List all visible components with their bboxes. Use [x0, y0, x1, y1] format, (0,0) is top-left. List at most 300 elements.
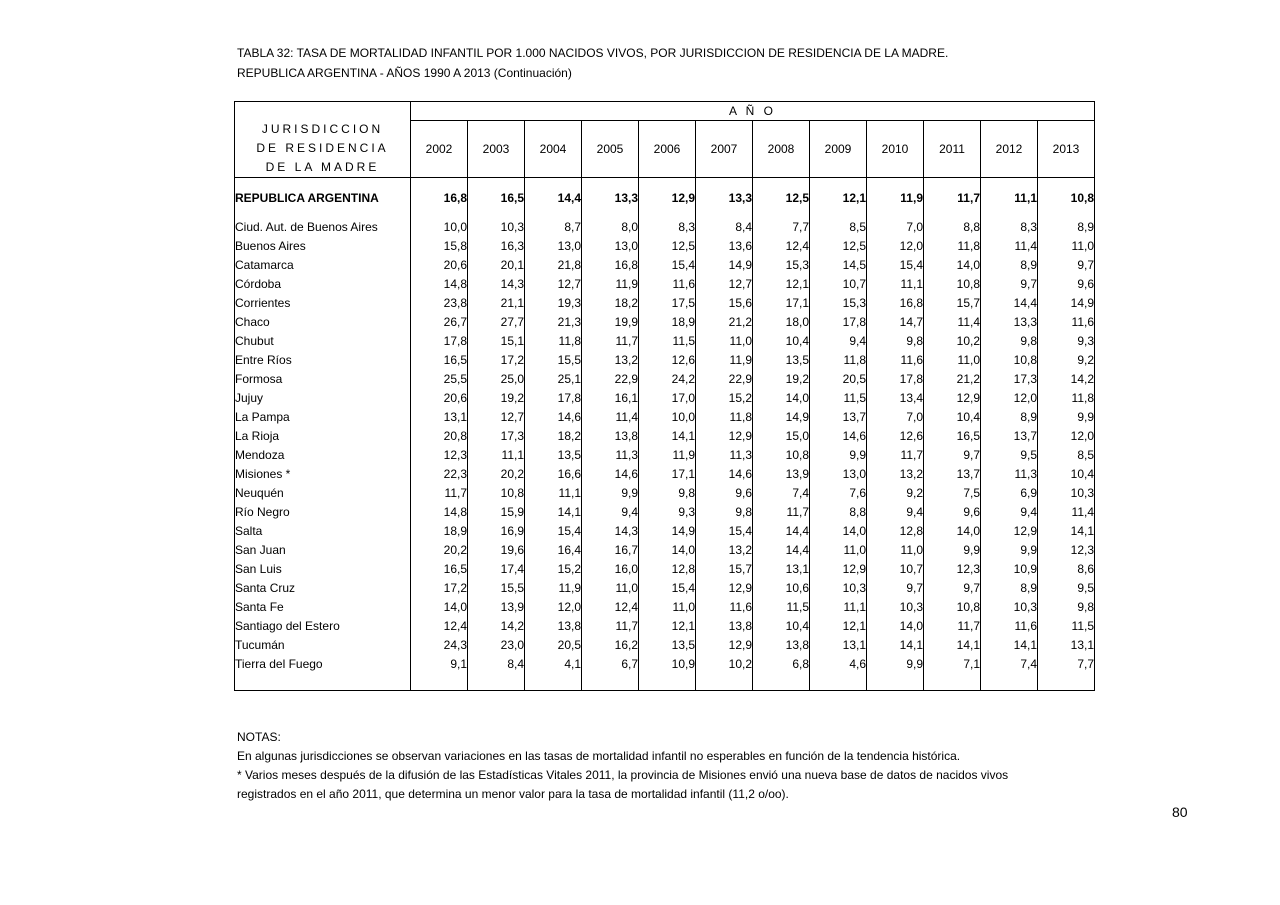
- rate-cell: 9,6: [924, 502, 981, 521]
- rate-cell: 6,7: [582, 654, 639, 673]
- rate-cell: 14,4: [981, 293, 1038, 312]
- rate-cell: 14,9: [1038, 293, 1095, 312]
- rate-cell: 16,8: [411, 188, 468, 207]
- rate-cell: 8,7: [525, 217, 582, 236]
- rate-cell: 9,2: [1038, 350, 1095, 369]
- rate-cell: 11,5: [810, 388, 867, 407]
- rate-cell: 25,0: [468, 369, 525, 388]
- jurisdiction-name: Salta: [235, 521, 411, 540]
- table-row: [235, 407, 1095, 426]
- rate-cell: 12,8: [639, 559, 696, 578]
- rate-cell: 12,4: [753, 236, 810, 255]
- rate-cell: 9,5: [981, 445, 1038, 464]
- rate-cell: 11,9: [867, 188, 924, 207]
- spacer-cell: [810, 178, 867, 189]
- rate-cell: 14,4: [753, 540, 810, 559]
- jurisdiction-header: [235, 102, 411, 178]
- spacer-cell: [924, 673, 981, 691]
- rate-cell: 9,9: [867, 654, 924, 673]
- rate-cell: 10,4: [1038, 464, 1095, 483]
- table-row: [235, 597, 1095, 616]
- rate-cell: 11,3: [582, 445, 639, 464]
- rate-cell: 13,8: [525, 616, 582, 635]
- rate-cell: 12,7: [696, 274, 753, 293]
- rate-cell: 13,2: [867, 464, 924, 483]
- rate-cell: 17,1: [639, 464, 696, 483]
- rate-cell: 10,8: [924, 274, 981, 293]
- rate-cell: 11,1: [810, 597, 867, 616]
- rate-cell: 11,6: [981, 616, 1038, 635]
- year-header-2013: 2013: [1038, 121, 1095, 178]
- rate-cell: 8,4: [468, 654, 525, 673]
- jurisdiction-name: Chubut: [235, 331, 411, 350]
- rate-cell: 13,9: [753, 464, 810, 483]
- rate-cell: 10,3: [468, 217, 525, 236]
- rate-cell: 15,4: [639, 578, 696, 597]
- rate-cell: 17,1: [753, 293, 810, 312]
- rate-cell: 14,0: [639, 540, 696, 559]
- rate-cell: 9,4: [867, 502, 924, 521]
- rate-cell: 11,5: [1038, 616, 1095, 635]
- spacer-cell: [582, 207, 639, 217]
- spacer-cell: [753, 207, 810, 217]
- spacer-cell: [468, 673, 525, 691]
- rate-cell: 25,5: [411, 369, 468, 388]
- rate-cell: 11,1: [867, 274, 924, 293]
- rate-cell: 9,2: [867, 483, 924, 502]
- rate-cell: 21,3: [525, 312, 582, 331]
- rate-cell: 14,6: [582, 464, 639, 483]
- spacer-cell: [696, 207, 753, 217]
- rate-cell: 9,4: [582, 502, 639, 521]
- rate-cell: 10,8: [981, 350, 1038, 369]
- rate-cell: 19,9: [582, 312, 639, 331]
- rate-cell: 12,4: [582, 597, 639, 616]
- rate-cell: 16,9: [468, 521, 525, 540]
- rate-cell: 21,1: [468, 293, 525, 312]
- rate-cell: 10,3: [810, 578, 867, 597]
- rate-cell: 12,9: [981, 521, 1038, 540]
- rate-cell: 16,8: [867, 293, 924, 312]
- rate-cell: 9,4: [981, 502, 1038, 521]
- spacer-cell: [1038, 178, 1095, 189]
- page-number: 80: [1172, 804, 1188, 820]
- rate-cell: 16,6: [525, 464, 582, 483]
- rate-cell: 12,8: [867, 521, 924, 540]
- rate-cell: 10,3: [981, 597, 1038, 616]
- rate-cell: 14,4: [753, 521, 810, 540]
- rate-cell: 16,5: [468, 188, 525, 207]
- rate-cell: 19,3: [525, 293, 582, 312]
- rate-cell: 20,5: [525, 635, 582, 654]
- rate-cell: 12,9: [924, 388, 981, 407]
- rate-cell: 16,0: [582, 559, 639, 578]
- jurisdiction-header-line-1: JURISDICCION: [261, 122, 384, 136]
- rate-cell: 12,4: [411, 616, 468, 635]
- rate-cell: 8,5: [1038, 445, 1095, 464]
- rate-cell: 11,1: [981, 188, 1038, 207]
- rate-cell: 9,9: [1038, 407, 1095, 426]
- jurisdiction-name: Chaco: [235, 312, 411, 331]
- year-header-2005: 2005: [582, 121, 639, 178]
- rate-cell: 16,7: [582, 540, 639, 559]
- rate-cell: 20,2: [468, 464, 525, 483]
- rate-cell: 22,9: [582, 369, 639, 388]
- jurisdiction-name: REPUBLICA ARGENTINA: [235, 188, 411, 207]
- rate-cell: 7,6: [810, 483, 867, 502]
- rate-cell: 11,6: [867, 350, 924, 369]
- rate-cell: 10,2: [924, 331, 981, 350]
- rate-cell: 10,7: [867, 559, 924, 578]
- rate-cell: 12,1: [753, 274, 810, 293]
- rate-cell: 11,4: [1038, 502, 1095, 521]
- table-row: [235, 331, 1095, 350]
- rate-cell: 22,3: [411, 464, 468, 483]
- jurisdiction-name: Santa Cruz: [235, 578, 411, 597]
- rate-cell: 17,2: [411, 578, 468, 597]
- rate-cell: 12,9: [696, 578, 753, 597]
- rate-cell: 14,8: [411, 502, 468, 521]
- rate-cell: 4,6: [810, 654, 867, 673]
- rate-cell: 14,9: [696, 255, 753, 274]
- jurisdiction-name: Formosa: [235, 369, 411, 388]
- rate-cell: 13,8: [753, 635, 810, 654]
- rate-cell: 13,6: [696, 236, 753, 255]
- rate-cell: 15,4: [696, 521, 753, 540]
- rate-cell: 20,6: [411, 255, 468, 274]
- rate-cell: 11,8: [525, 331, 582, 350]
- rate-cell: 14,0: [753, 388, 810, 407]
- spacer-cell: [525, 673, 582, 691]
- rate-cell: 11,1: [525, 483, 582, 502]
- rate-cell: 9,7: [981, 274, 1038, 293]
- rate-cell: 12,9: [696, 426, 753, 445]
- rate-cell: 9,9: [981, 540, 1038, 559]
- rate-cell: 14,3: [582, 521, 639, 540]
- table-row: [235, 369, 1095, 388]
- rate-cell: 20,6: [411, 388, 468, 407]
- jurisdiction-name: Córdoba: [235, 274, 411, 293]
- note-line: registrados en el año 2011, que determina un menor valor para la tasa de mortalidad infantil (11,2 o/oo).: [237, 787, 789, 801]
- rate-cell: 12,5: [753, 188, 810, 207]
- jurisdiction-name: Santa Fe: [235, 597, 411, 616]
- rate-cell: 16,2: [582, 635, 639, 654]
- rate-cell: 9,9: [924, 540, 981, 559]
- rate-cell: 12,1: [639, 616, 696, 635]
- spacer-cell: [468, 178, 525, 189]
- table-row: [235, 312, 1095, 331]
- table-title-line-2: REPUBLICA ARGENTINA - AÑOS 1990 A 2013 (Continuación): [237, 66, 572, 80]
- rate-cell: 14,9: [753, 407, 810, 426]
- jurisdiction-name: San Juan: [235, 540, 411, 559]
- rate-cell: 13,1: [411, 407, 468, 426]
- table-row: [235, 255, 1095, 274]
- rate-cell: 14,1: [1038, 521, 1095, 540]
- rate-cell: 11,0: [1038, 236, 1095, 255]
- spacer-cell: [1038, 207, 1095, 217]
- rate-cell: 11,6: [639, 274, 696, 293]
- rate-cell: 14,1: [981, 635, 1038, 654]
- mortality-table: [234, 101, 1095, 691]
- table-row: [235, 540, 1095, 559]
- table-row: [235, 293, 1095, 312]
- spacer-row: [235, 207, 1095, 217]
- rate-cell: 13,5: [753, 350, 810, 369]
- rate-cell: 11,9: [639, 445, 696, 464]
- rate-cell: 14,0: [867, 616, 924, 635]
- jurisdiction-name: La Pampa: [235, 407, 411, 426]
- rate-cell: 13,9: [468, 597, 525, 616]
- rate-cell: 17,8: [867, 369, 924, 388]
- rate-cell: 12,7: [525, 274, 582, 293]
- spacer-cell: [525, 178, 582, 189]
- table-row: [235, 483, 1095, 502]
- rate-cell: 17,4: [468, 559, 525, 578]
- year-header-2006: 2006: [639, 121, 696, 178]
- spacer-cell: [525, 207, 582, 217]
- rate-cell: 9,9: [810, 445, 867, 464]
- jurisdiction-header-line-2: DE RESIDENCIA: [256, 141, 389, 155]
- rate-cell: 15,3: [753, 255, 810, 274]
- rate-cell: 24,3: [411, 635, 468, 654]
- total-row: [235, 188, 1095, 207]
- rate-cell: 11,5: [639, 331, 696, 350]
- rate-cell: 16,5: [924, 426, 981, 445]
- rate-cell: 15,4: [525, 521, 582, 540]
- table-row: [235, 578, 1095, 597]
- rate-cell: 12,1: [810, 188, 867, 207]
- rate-cell: 11,6: [696, 597, 753, 616]
- table-row: [235, 616, 1095, 635]
- rate-cell: 11,4: [582, 407, 639, 426]
- spacer-cell: [582, 673, 639, 691]
- year-header-2011: 2011: [924, 121, 981, 178]
- rate-cell: 14,0: [924, 255, 981, 274]
- rate-cell: 20,2: [411, 540, 468, 559]
- rate-cell: 14,1: [924, 635, 981, 654]
- spacer-cell: [411, 207, 468, 217]
- rate-cell: 10,9: [981, 559, 1038, 578]
- table-row: [235, 635, 1095, 654]
- rate-cell: 23,0: [468, 635, 525, 654]
- year-header-2008: 2008: [753, 121, 810, 178]
- rate-cell: 14,6: [810, 426, 867, 445]
- rate-cell: 17,8: [525, 388, 582, 407]
- jurisdiction-name: Entre Ríos: [235, 350, 411, 369]
- rate-cell: 26,7: [411, 312, 468, 331]
- jurisdiction-name: Neuquén: [235, 483, 411, 502]
- rate-cell: 9,8: [639, 483, 696, 502]
- note-line: En algunas jurisdicciones se observan variaciones en las tasas de mortalidad infantil no esperables en función de la tendencia histórica.: [237, 749, 961, 763]
- rate-cell: 10,0: [639, 407, 696, 426]
- jurisdiction-name: Tierra del Fuego: [235, 654, 411, 673]
- table-row: [235, 445, 1095, 464]
- rate-cell: 10,8: [1038, 188, 1095, 207]
- rate-cell: 10,2: [696, 654, 753, 673]
- rate-cell: 19,2: [468, 388, 525, 407]
- rate-cell: 9,7: [1038, 255, 1095, 274]
- rate-cell: 12,7: [468, 407, 525, 426]
- year-header-2002: 2002: [411, 121, 468, 178]
- spacer-cell: [411, 178, 468, 189]
- rate-cell: 11,7: [924, 188, 981, 207]
- spacer-cell: [981, 178, 1038, 189]
- spacer-cell: [867, 673, 924, 691]
- year-group-header: A Ñ O: [411, 102, 1095, 121]
- rate-cell: 8,4: [696, 217, 753, 236]
- rate-cell: 15,1: [468, 331, 525, 350]
- rate-cell: 9,6: [696, 483, 753, 502]
- rate-cell: 11,7: [924, 616, 981, 635]
- rate-cell: 15,2: [696, 388, 753, 407]
- rate-cell: 24,2: [639, 369, 696, 388]
- rate-cell: 9,4: [810, 331, 867, 350]
- rate-cell: 11,7: [582, 616, 639, 635]
- rate-cell: 20,8: [411, 426, 468, 445]
- jurisdiction-name: Santiago del Estero: [235, 616, 411, 635]
- rate-cell: 14,4: [525, 188, 582, 207]
- spacer-cell: [235, 178, 411, 189]
- year-header-2009: 2009: [810, 121, 867, 178]
- rate-cell: 13,0: [525, 236, 582, 255]
- rate-cell: 9,8: [981, 331, 1038, 350]
- rate-cell: 11,8: [696, 407, 753, 426]
- rate-cell: 14,8: [411, 274, 468, 293]
- rate-cell: 9,3: [1038, 331, 1095, 350]
- spacer-cell: [867, 207, 924, 217]
- table-row: [235, 236, 1095, 255]
- rate-cell: 21,8: [525, 255, 582, 274]
- rate-cell: 12,3: [411, 445, 468, 464]
- rate-cell: 17,2: [468, 350, 525, 369]
- rate-cell: 10,9: [639, 654, 696, 673]
- jurisdiction-name: San Luis: [235, 559, 411, 578]
- table-row: [235, 521, 1095, 540]
- spacer-cell: [411, 673, 468, 691]
- rate-cell: 10,4: [753, 616, 810, 635]
- rate-cell: 9,8: [696, 502, 753, 521]
- rate-cell: 12,5: [639, 236, 696, 255]
- rate-cell: 12,0: [867, 236, 924, 255]
- rate-cell: 9,6: [1038, 274, 1095, 293]
- rate-cell: 18,2: [582, 293, 639, 312]
- rate-cell: 15,6: [696, 293, 753, 312]
- year-header-2007: 2007: [696, 121, 753, 178]
- rate-cell: 14,3: [468, 274, 525, 293]
- spacer-cell: [582, 178, 639, 189]
- rate-cell: 19,2: [753, 369, 810, 388]
- rate-cell: 12,9: [810, 559, 867, 578]
- rate-cell: 11,3: [981, 464, 1038, 483]
- jurisdiction-name: Mendoza: [235, 445, 411, 464]
- jurisdiction-name: La Rioja: [235, 426, 411, 445]
- rate-cell: 10,7: [810, 274, 867, 293]
- rate-cell: 11,8: [924, 236, 981, 255]
- rate-cell: 10,8: [753, 445, 810, 464]
- rate-cell: 7,7: [753, 217, 810, 236]
- rate-cell: 7,4: [753, 483, 810, 502]
- rate-cell: 15,5: [525, 350, 582, 369]
- rate-cell: 10,8: [468, 483, 525, 502]
- rate-cell: 14,1: [639, 426, 696, 445]
- rate-cell: 10,4: [924, 407, 981, 426]
- rate-cell: 12,3: [924, 559, 981, 578]
- rate-cell: 11,1: [468, 445, 525, 464]
- rate-cell: 16,5: [411, 350, 468, 369]
- rate-cell: 11,4: [924, 312, 981, 331]
- spacer-cell: [235, 673, 411, 691]
- rate-cell: 14,0: [924, 521, 981, 540]
- rate-cell: 15,5: [468, 578, 525, 597]
- rate-cell: 8,8: [810, 502, 867, 521]
- jurisdiction-name: Jujuy: [235, 388, 411, 407]
- rate-cell: 11,0: [924, 350, 981, 369]
- rate-cell: 21,2: [696, 312, 753, 331]
- spacer-cell: [867, 178, 924, 189]
- spacer-cell: [753, 178, 810, 189]
- table-row: [235, 350, 1095, 369]
- rate-cell: 9,5: [1038, 578, 1095, 597]
- rate-cell: 11,7: [582, 331, 639, 350]
- rate-cell: 10,6: [753, 578, 810, 597]
- rate-cell: 14,1: [867, 635, 924, 654]
- rate-cell: 11,0: [810, 540, 867, 559]
- rate-cell: 15,9: [468, 502, 525, 521]
- rate-cell: 14,1: [525, 502, 582, 521]
- rate-cell: 9,8: [867, 331, 924, 350]
- jurisdiction-header-line-3: DE LA MADRE: [265, 160, 380, 174]
- rate-cell: 13,7: [981, 426, 1038, 445]
- rate-cell: 10,0: [411, 217, 468, 236]
- spacer-cell: [810, 673, 867, 691]
- rate-cell: 12,9: [696, 635, 753, 654]
- rate-cell: 17,8: [411, 331, 468, 350]
- rate-cell: 14,0: [810, 521, 867, 540]
- rate-cell: 15,8: [411, 236, 468, 255]
- rate-cell: 27,7: [468, 312, 525, 331]
- rate-cell: 18,9: [639, 312, 696, 331]
- rate-cell: 13,8: [582, 426, 639, 445]
- rate-cell: 12,6: [639, 350, 696, 369]
- rate-cell: 19,6: [468, 540, 525, 559]
- rate-cell: 11,7: [411, 483, 468, 502]
- rate-cell: 12,3: [1038, 540, 1095, 559]
- rate-cell: 16,1: [582, 388, 639, 407]
- spacer-cell: [696, 178, 753, 189]
- rate-cell: 8,9: [981, 255, 1038, 274]
- rate-cell: 13,3: [696, 188, 753, 207]
- rate-cell: 8,0: [582, 217, 639, 236]
- table-row: [235, 388, 1095, 407]
- table-row: [235, 502, 1095, 521]
- rate-cell: 13,1: [753, 559, 810, 578]
- rate-cell: 12,0: [525, 597, 582, 616]
- spacer-cell: [981, 207, 1038, 217]
- rate-cell: 21,2: [924, 369, 981, 388]
- jurisdiction-name: Catamarca: [235, 255, 411, 274]
- rate-cell: 11,0: [639, 597, 696, 616]
- jurisdiction-name: Río Negro: [235, 502, 411, 521]
- rate-cell: 18,9: [411, 521, 468, 540]
- jurisdiction-name: Buenos Aires: [235, 236, 411, 255]
- spacer-cell: [981, 673, 1038, 691]
- year-header-2004: 2004: [525, 121, 582, 178]
- rate-cell: 11,0: [582, 578, 639, 597]
- rate-cell: 16,4: [525, 540, 582, 559]
- spacer-cell: [810, 207, 867, 217]
- rate-cell: 17,5: [639, 293, 696, 312]
- rate-cell: 15,2: [525, 559, 582, 578]
